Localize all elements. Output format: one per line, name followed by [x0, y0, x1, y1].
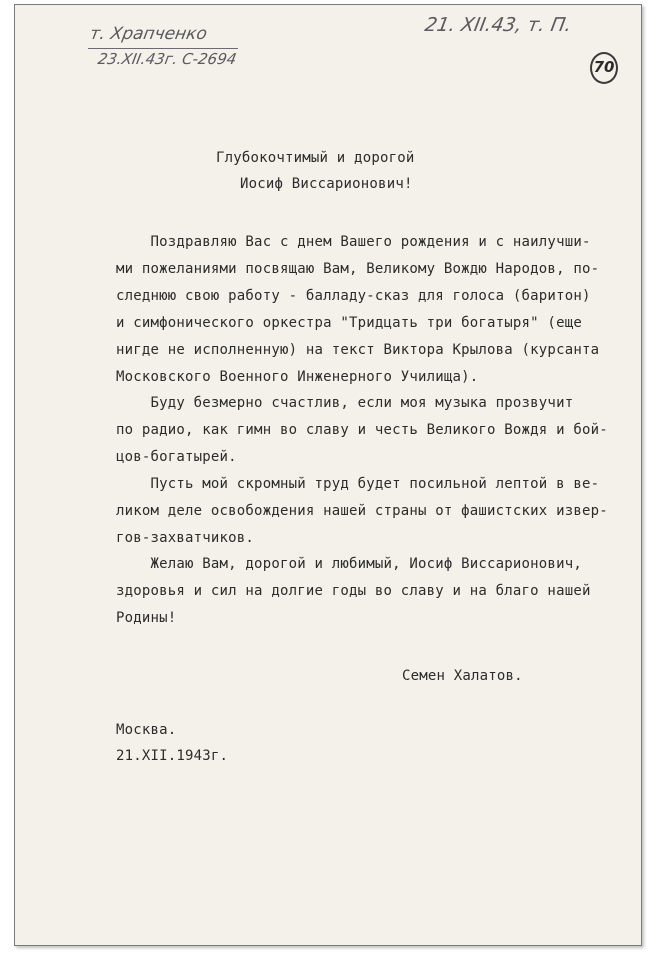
body-line: и симфонического оркестра "Тридцать три богатыря" (еще [116, 315, 582, 331]
body-line: по радио, как гимн во славу и честь Великого Вождя и бой- [116, 422, 608, 438]
body-line: ликом деле освобождения нашей страны от фашистских извер- [116, 503, 608, 519]
body-line: цов-богатырей. [116, 449, 237, 465]
salutation-line-1: Глубокочтимый и дорогой [216, 150, 415, 166]
salutation-line-2: Иосиф Виссарионович! [240, 176, 413, 192]
body-line: Буду безмерно счастлив, если моя музыка прозвучит [116, 395, 574, 411]
body-line: следнюю свою работу - балладу-сказ для голоса (баритон) [116, 288, 591, 304]
body-line: Желаю Вам, дорогой и любимый, Иосиф Виссарионович, [116, 556, 582, 572]
handwritten-date-note: 21. XII.43, т. П. [423, 14, 574, 36]
date: 21.XII.1943г. [116, 748, 229, 764]
signature: Семен Халатов. [402, 668, 523, 684]
body-line: Пусть мой скромный труд будет посильной лептой в ве- [116, 476, 600, 492]
handwritten-addressee: т. Храпченко [88, 24, 209, 44]
body-line: гов-захватчиков. [116, 530, 255, 546]
page-number: 70 [593, 58, 615, 76]
body-line: здоровья и сил на долгие годы во славу и на благо нашей [116, 583, 591, 599]
body-line: Московского Военного Инженерного Училища). [116, 369, 479, 385]
body-line: Поздравляю Вас с днем Вашего рождения и с наилучши- [116, 234, 591, 250]
handwritten-underline [88, 48, 238, 49]
place: Москва. [116, 722, 177, 738]
paper-sheet [14, 4, 642, 946]
body-line: ми пожеланиями посвящаю Вам, Великому Вождю Народов, по- [116, 261, 600, 277]
body-line: нигде не исполненную) на текст Виктора Крылова (курсанта [116, 342, 600, 358]
handwritten-registration: 23.XII.43г. С-2694 [96, 50, 238, 68]
body-line: Родины! [116, 610, 177, 626]
